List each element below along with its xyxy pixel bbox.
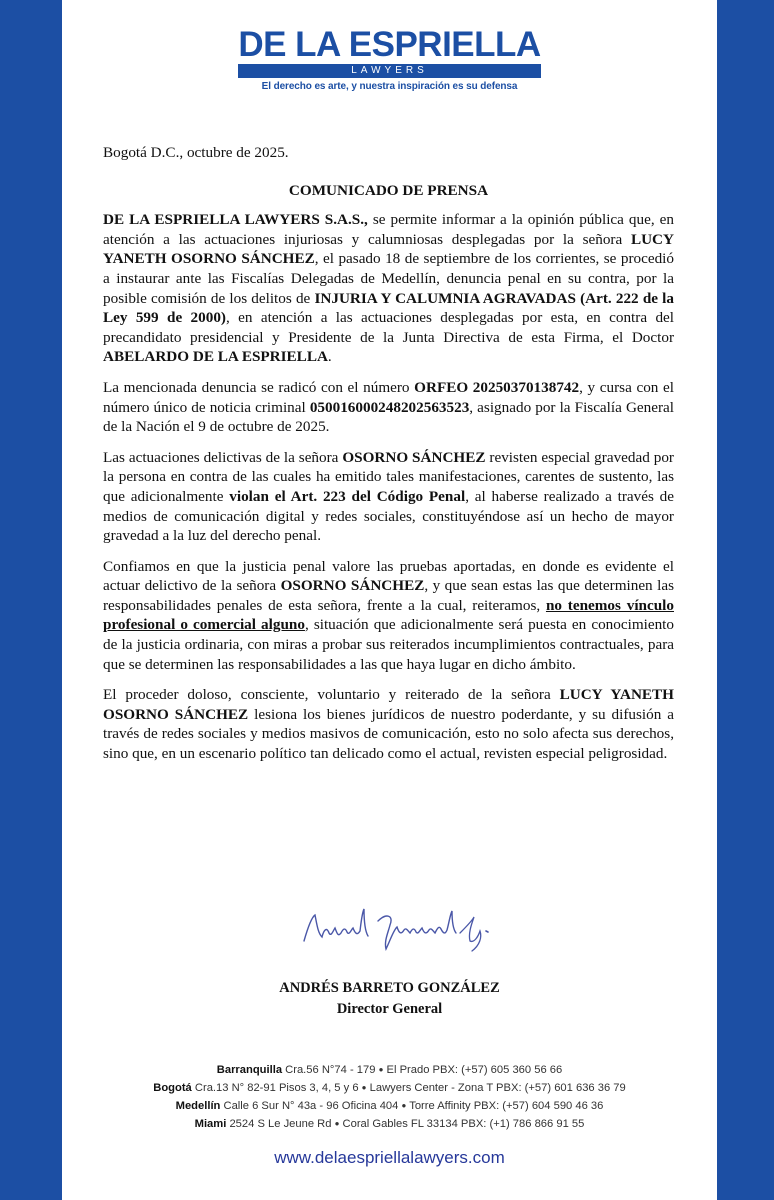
firm-logo [62, 25, 717, 94]
office-city: Bogotá [153, 1082, 192, 1094]
office-detail: El Prado PBX: (+57) 605 360 56 66 [383, 1064, 563, 1076]
logo-firm-name: DE LA ESPRIELLA [238, 25, 541, 64]
p1-text-c: , en atención a las actuaciones desplegadas por esta, en contra del precandidato presidencial y Presidente de la Junta Directiva de esta Firma, el Doctor [103, 309, 675, 346]
p4-no-link-statement: no tenemos vínculo profesional o comercial alguno [103, 596, 674, 634]
logo-tagline: El derecho es arte, y nuestra inspiración es su defensa [261, 81, 518, 92]
logo-lawyers-bar: LAWYERS [238, 64, 540, 78]
p1-person-name: LUCY YANETH OSORNO SÁNCHEZ [103, 230, 674, 268]
p1-text-b: , el pasado 18 de septiembre de los corrientes, se procedió a instaurar ante las Fiscalías Delegadas de Medellín, denuncia penal en su contra, por la posible comisión de los delitos de [103, 250, 675, 307]
p5-text-a: El proceder doloso, consciente, voluntario y reiterado de la señora [103, 686, 560, 704]
bullet-separator-icon: ● [378, 1065, 384, 1074]
office-detail: Torre Affinity PBX: (+57) 604 590 46 36 [406, 1100, 604, 1112]
office-detail: Coral Gables FL 33134 PBX: (+1) 786 866 91 55 [339, 1118, 585, 1130]
p1-text-d: . [327, 348, 332, 366]
p4-person-name: OSORNO SÁNCHEZ [280, 577, 425, 595]
paragraph-3 [103, 448, 674, 546]
paragraph-5 [103, 685, 674, 763]
p3-text-a: Las actuaciones delictivas de la señora [103, 448, 343, 466]
p2-text-a: La mencionada denuncia se radicó con el número [103, 378, 415, 396]
p1-offense: INJURIA Y CALUMNIA AGRAVADAS (Art. 222 de la Ley 599 de 2000) [103, 289, 674, 327]
letter-date: Bogotá D.C., octubre de 2025. [103, 144, 289, 161]
letter-page [62, 0, 717, 1200]
footer-offices [62, 1061, 717, 1133]
website-link[interactable]: www.delaespriellalawyers.com [274, 1148, 505, 1167]
p1-text-a: se permite informar a la opinión pública que, en atención a las actuaciones injuriosas y calumniosas desplegadas por la señora [103, 211, 674, 248]
signer-block [62, 978, 717, 1020]
office-address: Cra.13 N° 82-91 Pisos 3, 4, 5 y 6 [191, 1082, 362, 1094]
office-city: Barranquilla [216, 1064, 283, 1076]
p2-text-b: , y cursa con el número único de noticia criminal [103, 378, 674, 416]
signer-role: Director General [336, 1001, 443, 1017]
office-address: 2524 S Le Jeune Rd [226, 1118, 335, 1130]
bullet-separator-icon: ● [361, 1083, 367, 1092]
office-detail: Lawyers Center - Zona T PBX: (+57) 601 636 36 79 [366, 1082, 626, 1094]
p1-firm-name: DE LA ESPRIELLA LAWYERS S.A.S., [103, 211, 368, 229]
p4-text-a: Confiamos en que la justicia penal valore las pruebas aportadas, en donde es evidente el actuar delictivo de la señora [103, 557, 674, 595]
p4-text-c: , situación que adicionalmente será puesta en conocimiento de la justicia ordinaria, con miras a probar sus reiterados incumplimientos contractuales, para que se determinen las responsabilidades a las que haya lugar en dicho ámbito. [103, 616, 674, 673]
p5-text-b: lesiona los bienes jurídicos de nuestro poderdante, y su difusión a través de redes sociales y medios masivos de comunicación, esto no solo afecta sus derechos, sino que, en un escenario político tan delicado como el actual, revisten especial peligrosidad. [103, 705, 675, 763]
office-line [62, 1061, 717, 1079]
office-address: Calle 6 Sur N° 43a - 96 Oficina 404 [220, 1100, 402, 1112]
letter-body [103, 143, 674, 775]
office-line [62, 1079, 717, 1097]
p5-person-name: LUCY YANETH OSORNO SÁNCHEZ [103, 686, 674, 723]
bullet-separator-icon: ● [401, 1101, 407, 1110]
p2-text-c: , asignado por la Fiscalía General de la Nación el 9 de octubre de 2025. [103, 398, 675, 436]
letter-title: COMUNICADO DE PRENSA [288, 181, 489, 199]
office-line [62, 1115, 717, 1133]
p3-text-c: , al haberse realizado a través de medios de comunicación digital y redes sociales, constituyéndose así un hecho de mayor gravedad a la luz del derecho penal. [103, 487, 674, 545]
p3-text-b: revisten especial gravedad por la persona en contra de las cuales ha emitido tales manifestaciones, carentes de sustento, las que adicionalmente [103, 448, 674, 505]
office-address: Cra.56 N°74 - 179 [282, 1064, 379, 1076]
p2-case-number: 050016000248202563523 [309, 398, 470, 416]
paragraph-1 [103, 210, 674, 367]
p3-person-name: OSORNO SÁNCHEZ [342, 448, 486, 466]
office-city: Medellín [175, 1100, 221, 1112]
paragraph-4 [103, 557, 674, 675]
p1-doctor-name: ABELARDO DE LA ESPRIELLA [103, 348, 328, 366]
p3-article: violan el Art. 223 del Código Penal [229, 487, 466, 505]
office-city: Miami [194, 1118, 227, 1130]
p4-text-b: , y que sean estas las que determinen las responsabilidades penales de esta señora, frente a la cual, reiteramos, [103, 577, 675, 614]
office-line [62, 1097, 717, 1115]
signer-name: ANDRÉS BARRETO GONZÁLEZ [279, 980, 500, 996]
handwritten-signature [300, 903, 500, 953]
bullet-separator-icon: ● [334, 1119, 340, 1128]
paragraph-2 [103, 378, 674, 437]
p2-orfeo-number: ORFEO 20250370138742 [414, 378, 580, 396]
